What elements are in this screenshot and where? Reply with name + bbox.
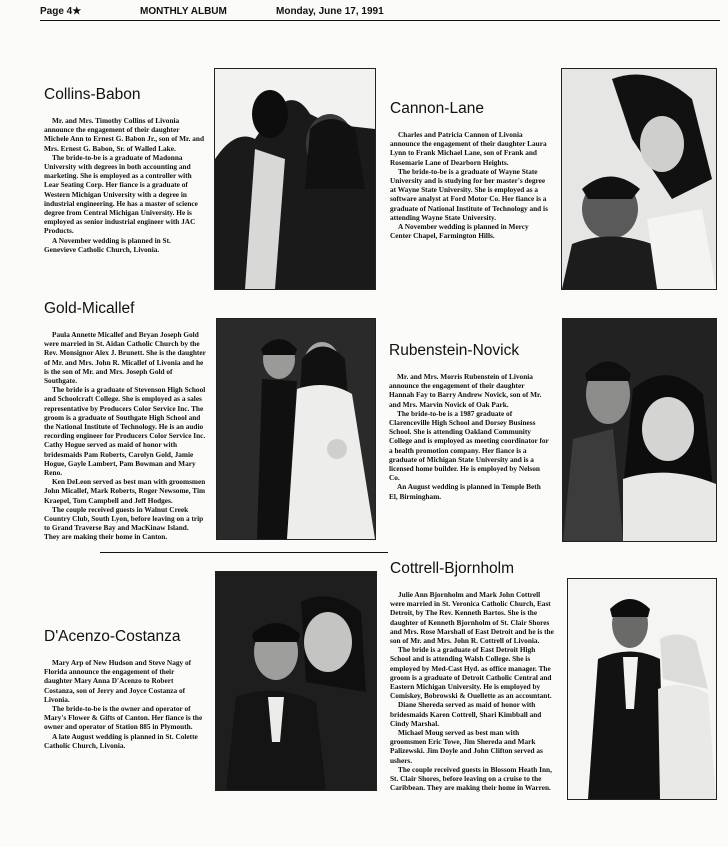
article-paragraph: A late August wedding is planned in St. Colette Catholic Church, Livonia. xyxy=(44,731,198,750)
article-dacenzo-costanza xyxy=(44,628,204,750)
article-title: D'Acenzo-Costanza xyxy=(44,628,181,645)
article-title: Cannon-Lane xyxy=(390,100,484,117)
article-paragraph: Mary Arp of New Hudson and Steve Nagy of Florida announce the engagement of their daughter Mary Anna D'Acenzo to Robert Costanza, son of Jerry and Joyce Costanza of Livonia. xyxy=(44,658,192,704)
page-number: Page 4★ xyxy=(40,6,82,17)
wedding-photo-gold-micallef xyxy=(216,318,376,540)
article-paragraph: The couple received guests in Blossom Heath Inn, St. Clair Shores, before leaving on a cruise to the Caribbean. They are making their home in Warren. xyxy=(390,764,552,793)
article-paragraph: The bride-to-be is a graduate of Wayne State University and is studying for her master's degree at Wayne State University. She is employed as a software analyst at Ford Motor Co. Her fiance is a graduate of National Institute of Technology and is attending Wayne State University. xyxy=(390,166,548,222)
article-paragraph: Michael Moug served as best man with groomsmen Eric Towe, Jim Shereda and Mark Palizewski. Jim Doyle and John Clifton served as ushers. xyxy=(390,728,543,765)
engagement-photo-rubenstein-novick xyxy=(562,318,717,542)
article-collins-babon xyxy=(44,86,204,254)
article-cannon-lane xyxy=(390,100,550,240)
article-paragraph: An August wedding is planned in Temple Beth El, Birmingham. xyxy=(389,482,541,501)
article-cottrell-bjornholm xyxy=(390,560,554,792)
engagement-photo-cannon-lane xyxy=(561,68,717,290)
engagement-photo-dacenzo-costanza xyxy=(215,571,377,791)
article-paragraph: The couple received guests in Walnut Creek Country Club, South Lyon, before leaving on a trip to Grand Traverse Bay and MacKinaw Island. They are making their home in Canton. xyxy=(44,504,204,542)
article-paragraph: A November wedding is planned in St. Genevieve Catholic Church, Livonia. xyxy=(44,235,171,254)
article-paragraph: Charles and Patricia Cannon of Livonia announce the engagement of their daughter Laura Lynn to Frank Michael Lane, son of Frank and Rosemarie Lane of Dearborn Heights. xyxy=(390,130,547,167)
article-gold-micallef xyxy=(44,300,206,542)
article-paragraph: The bride is a graduate of East Detroit High School and is attending Walsh College. She is employed by Med-Cast Hyd. as office manager. The groom is a graduate of Detroit Catholic Central and Eastern Michigan University. He is employed by Comiskey, Bobrowski & Ouellette as an accountant. xyxy=(390,645,552,701)
article-title: Cottrell-Bjornholm xyxy=(390,560,515,577)
column-rule xyxy=(100,552,388,553)
article-paragraph: The bride-to-be is the owner and operator of Mary's Flower & Gifts of Canton. Her fiance is the owner and operator of Station 885 in Plymouth. xyxy=(44,704,203,732)
article-paragraph: A November wedding is planned in Mercy Center Chapel, Farmington Hills. xyxy=(390,222,529,241)
wedding-photo-cottrell-bjornholm xyxy=(567,578,717,800)
article-title: Collins-Babon xyxy=(44,86,141,103)
article-paragraph: Mr. and Mrs. Morris Rubenstein of Livonia announce the engagement of their daughter Hannah Fay to Barry Andrew Novick, son of Mr. and Mrs. Marvin Novick of Oak Park. xyxy=(389,372,542,409)
article-paragraph: Julie Ann Bjornholm and Mark John Cottrell were married in St. Veronica Catholic Church, East Detroit, by The Rev. Kenneth Bartos. She is the daughter of Kenneth Bjornholm of St. Clair Shores and Mrs. Rose Marshall of East Detroit and he is the son of Mr. and Mrs. John R. Cottrell of Livonia. xyxy=(390,590,554,646)
publication-date: Monday, June 17, 1991 xyxy=(276,6,384,17)
page-header xyxy=(40,6,720,20)
article-paragraph: Mr. and Mrs. Timothy Collins of Livonia announce the engagement of their daughter Michele Ann to Ernest G. Babon Jr., son of Mr. and Mrs. Ernest G. Babon, Sr. of Walled Lake. xyxy=(44,116,205,153)
article-paragraph: The bride-to-be is a 1987 graduate of Clarenceville High School and Dorsey Business School. She is attending Oakland Community College and is employed as meeting coordinator for a health promotion company. Her fiance is a graduate of Michigan State University and is a licensed home builder. He is employed by Nelson Co. xyxy=(389,408,549,483)
section-title: MONTHLY ALBUM xyxy=(140,6,227,17)
article-paragraph: The bride-to-be is a graduate of Madonna University with degrees in both accounting and marketing. She is employed as a controller with Lear Seating Corp. Her fiance is a graduate of Western Michigan University with a degree in industrial engineering. He has a master of science degree from Central Michigan University. He is employed as senior industrial engineer with JAC Products. xyxy=(44,152,198,236)
article-paragraph: Diane Shereda served as maid of honor with bridesmaids Karen Cottrell, Shari Kimbball and Cindy Marshal. xyxy=(390,700,542,728)
article-title: Rubenstein-Novick xyxy=(389,342,520,359)
header-rule xyxy=(40,20,720,21)
engagement-photo-collins-babon xyxy=(214,68,376,290)
article-paragraph: Ken DeLeon served as best man with groomsmen John Micallef, Mark Roberts, Roger Newsome, Tim Kraepel, Tom Campbell and Jeff Hodges. xyxy=(44,477,206,505)
article-paragraph: Paula Annette Micallef and Bryan Joseph Gold were married in St. Aidan Catholic Church by the Rev. Monsignor Alex J. Brunett. She is the daughter of Mr. and Mrs. John R. Micallef of Livonia and he is the son of Mr. and Mrs. Joseph Gold of Southgate. xyxy=(44,330,206,386)
article-paragraph: The bride is a graduate of Stevenson High School and Schoolcraft College. She is employed as a sales representative by Producers Color Service Inc. The groom is a graduate of Southgate High School and the National Institute of Technology. He is an audio recording engineer for Producers Color Service Inc. Cathy Hogue served as maid of honor with bridesmaids Pam Roberts, Carolyn Gold, Jamie Hogue, Gayle Lambert, Pam Bowman and Mary Reno. xyxy=(44,385,206,478)
article-title: Gold-Micallef xyxy=(44,300,135,317)
article-rubenstein-novick xyxy=(389,342,551,501)
